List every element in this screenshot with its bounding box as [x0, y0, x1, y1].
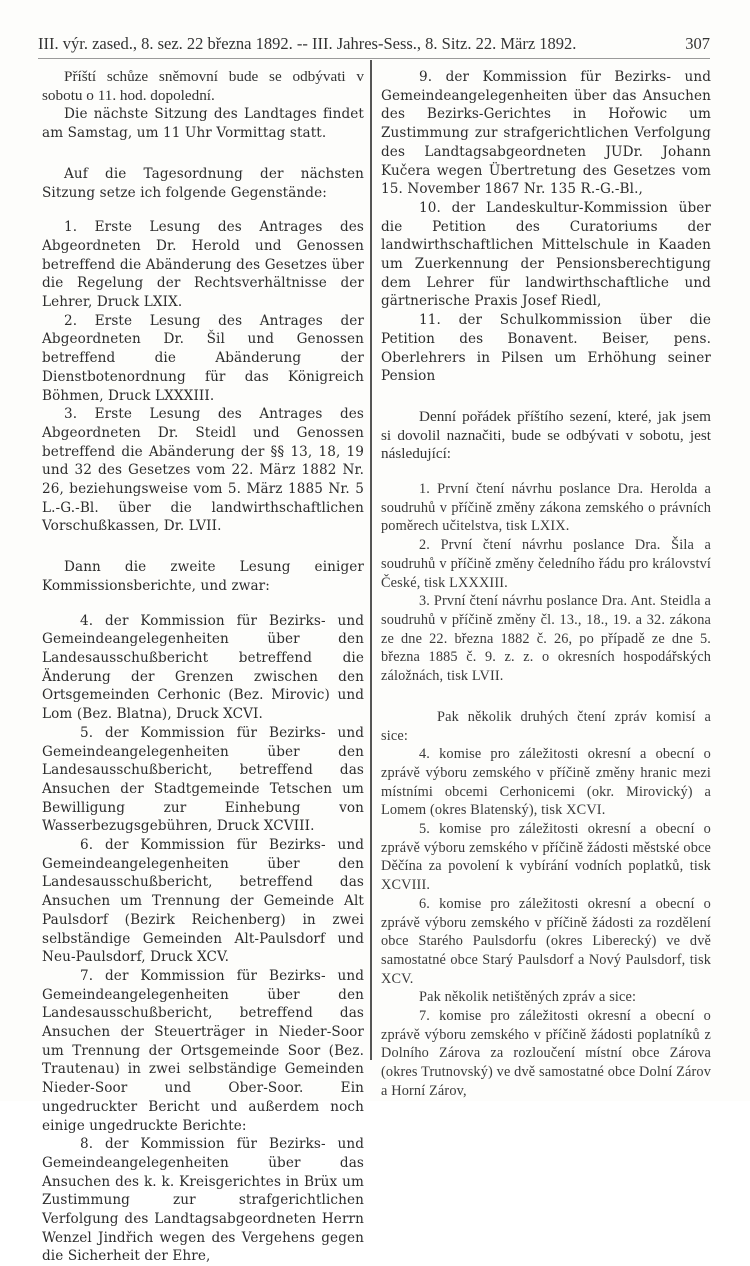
czech-agenda-item: 3. První čtení návrhu poslance Dra. Ant. Steidla a soudruhů v příčině změny čl. 13., 18., 19. a 32. zákona ze dne 22. března 1882 č. 26, po případě ze dne 5. března 1885 č. 9. z. z. o okresních hospodářských záložnách, tisk LVII. — [381, 593, 711, 685]
second-reading-intro: Dann die zweite Lesung einiger Kommissionsberichte, und zwar: — [42, 559, 364, 594]
czech-second-reading-intro: Pak několik druhých čtení zpráv komisí a sice: — [381, 708, 711, 744]
commission-item: 11. der Schulkommission über die Petition des Bonavent. Beiser, pens. Oberlehrers in Pilsen um Erhöhung seiner Pension — [381, 312, 711, 385]
left-column-german — [42, 68, 364, 1266]
column-divider — [370, 60, 372, 1060]
agenda-item: 2. Erste Lesung des Antrages der Abgeordneten Dr. Šil und Genossen betreffend die Abänderung der Dienstbotenordnung für das Königreich Böhmen, Druck LXXXIII. — [42, 312, 364, 404]
commission-item: 10. der Landeskultur-Kommission über die Petition des Curatoriums der landwirthschaftlichen Mittelschule in Kaaden um Zuerkennung der Pensionsberechtigung dem Lehrer für landwirthschaftliche und gärtnerische Praxis Josef Riedl, — [381, 199, 711, 310]
german-adjournment-note: Die nächste Sitzung des Landtages findet am Samstag, um 11 Uhr Vormittag statt. — [42, 106, 364, 142]
page-number: 307 — [685, 34, 710, 53]
header-rule — [38, 58, 710, 59]
commission-item: 9. der Kommission für Bezirks- und Gemeindeangelegenheiten über das Ansuchen des Bezirks-Gerichtes in Hořowic um Zustimmung zur strafgerichtlichen Verfolgung des Landtagsabgeordneten JUDr. Johann Kučera wegen Übertretung des Gesetzes vom 15. November 1867 Nr. 135 R.-G.-Bl., — [381, 69, 711, 198]
commission-item: 6. der Kommission für Bezirks- und Gemeindeangelegenheiten über den Landesausschußbericht, betreffend das Ansuchen um Trennung der Gemeinde Alt Paulsdorf (Bezirk Reichenberg) in zwei selbständige Gemeinden Alt-Paulsdorf und Neu-Paulsdorf, Druck XCV. — [42, 837, 364, 966]
right-column — [381, 68, 711, 1101]
agenda-item: 1. Erste Lesung des Antrages des Abgeordneten Dr. Herold und Genossen betreffend die Abänderung des Gesetzes über die Regelung der Rechtsverhältnisse der Lehrer, Druck LXIX. — [42, 219, 364, 311]
czech-unprinted-item: 7. komise pro záležitosti okresní a obecní o zprávě výboru zemského v příčině žádosti poplatníků z Dolního Zárova za rozloučení místní obce Zárova (okres Trutnovský) ve dvě samostatné obce Dolní Zárov a Horní Zárov, — [381, 1008, 711, 1099]
running-header — [38, 34, 710, 56]
czech-unprinted-intro: Pak několik netištěných zpráv a sice: — [419, 989, 637, 1006]
czech-agenda-item: 1. První čtení návrhu poslance Dra. Herolda a soudruhů v příčině změny zákona zemského o právních poměrech učitelstva, tisk LXIX. — [381, 481, 711, 535]
commission-item: 8. der Kommission für Bezirks- und Gemeindeangelegenheiten über das Ansuchen des k. k. Kreisgerichtes in Brüx um Zustimmung zur strafgerichtlichen Verfolgung des Landtagsabgeordneten Herrn Wenzel Jindřich wegen des Vergehens gegen die Sicherheit der Ehre, — [42, 1136, 364, 1265]
running-title: III. výr. zased., 8. sez. 22 března 1892. -- III. Jahres-Sess., 8. Sitz. 22. März 1892. — [38, 34, 577, 53]
czech-commission-item: 4. komise pro záležitosti okresní a obecní o zprávě výboru zemského v příčině změny hranic mezi místními obcemi Cerhonicemi (okr. Mirovický) a Lomem (okres Blatenský), tisk XCVI. — [381, 746, 711, 819]
agenda-intro: Auf die Tagesordnung der nächsten Sitzung setze ich folgende Gegenstände: — [42, 165, 364, 201]
czech-commission-item: 5. komise pro záležitosti okresní a obecní o zprávě výboru zemského v příčině žádosti městské obce Děčína za povolení k vybírání vodních poplatků, tisk XCVIII. — [381, 821, 711, 894]
czech-agenda-item: 2. První čtení návrhu poslance Dra. Šila a soudruhů v příčině změny čeledního řádu pro království České, tisk LXXXIII. — [381, 537, 711, 591]
commission-item: 7. der Kommission für Bezirks- und Gemeindeangelegenheiten über den Landesausschußbericht, betreffend das Ansuchen der Steuerträger in Nieder-Soor um Trennung der Ortsgemeinde Soor (Bez. Trautenau) in zwei selbständige Gemeinden Nieder-Soor und Ober-Soor. Ein ungedruckter Bericht und außerdem noch einige ungedruckte Berichte: — [42, 967, 364, 1134]
commission-item: 5. der Kommission für Bezirks- und Gemeindeangelegenheiten über den Landesausschußbericht, betreffend das Ansuchen der Stadtgemeinde Tetschen um Bewilligung zur Einhebung von Wasserbezugsgebühren, Druck XCVIII. — [42, 724, 364, 835]
czech-commission-item: 6. komise pro záležitosti okresní a obecní o zprávě výboru zemského v příčině žádosti za rozdělení obce Starého Paulsdorfu (okres Liberecký) ve dvě samostatné obce Starý Paulsdorf a Nový Paulsdorf, tisk XCV. — [381, 895, 711, 987]
commission-item: 4. der Kommission für Bezirks- und Gemeindeangelegenheiten über den Landesausschußbericht betreffend die Änderung der Grenzen zwischen den Ortsgemeinden Cerhonic (Bez. Mirovic) und Lom (Bez. Blatna), Druck XCVI. — [42, 612, 364, 723]
czech-adjournment-note: Příští schůze sněmovní bude se odbývati v sobotu o 11. hod. dopolední. — [42, 68, 364, 104]
czech-agenda-intro: Denní pořádek příštího sezení, které, jak jsem si dovolil naznačiti, bude se odbývati v sobotu, jest následující: — [381, 407, 711, 463]
agenda-item: 3. Erste Lesung des Antrages des Abgeordneten Dr. Steidl und Genossen betreffend die Abänderung der §§ 13, 18, 19 und 32 des Gesetzes vom 22. März 1882 Nr. 26, beziehungsweise vom 5. März 1885 Nr. 5 L.-G.-Bl. über die landwirthschaftlichen Vorschußkassen, Dr. LVII. — [42, 406, 364, 535]
